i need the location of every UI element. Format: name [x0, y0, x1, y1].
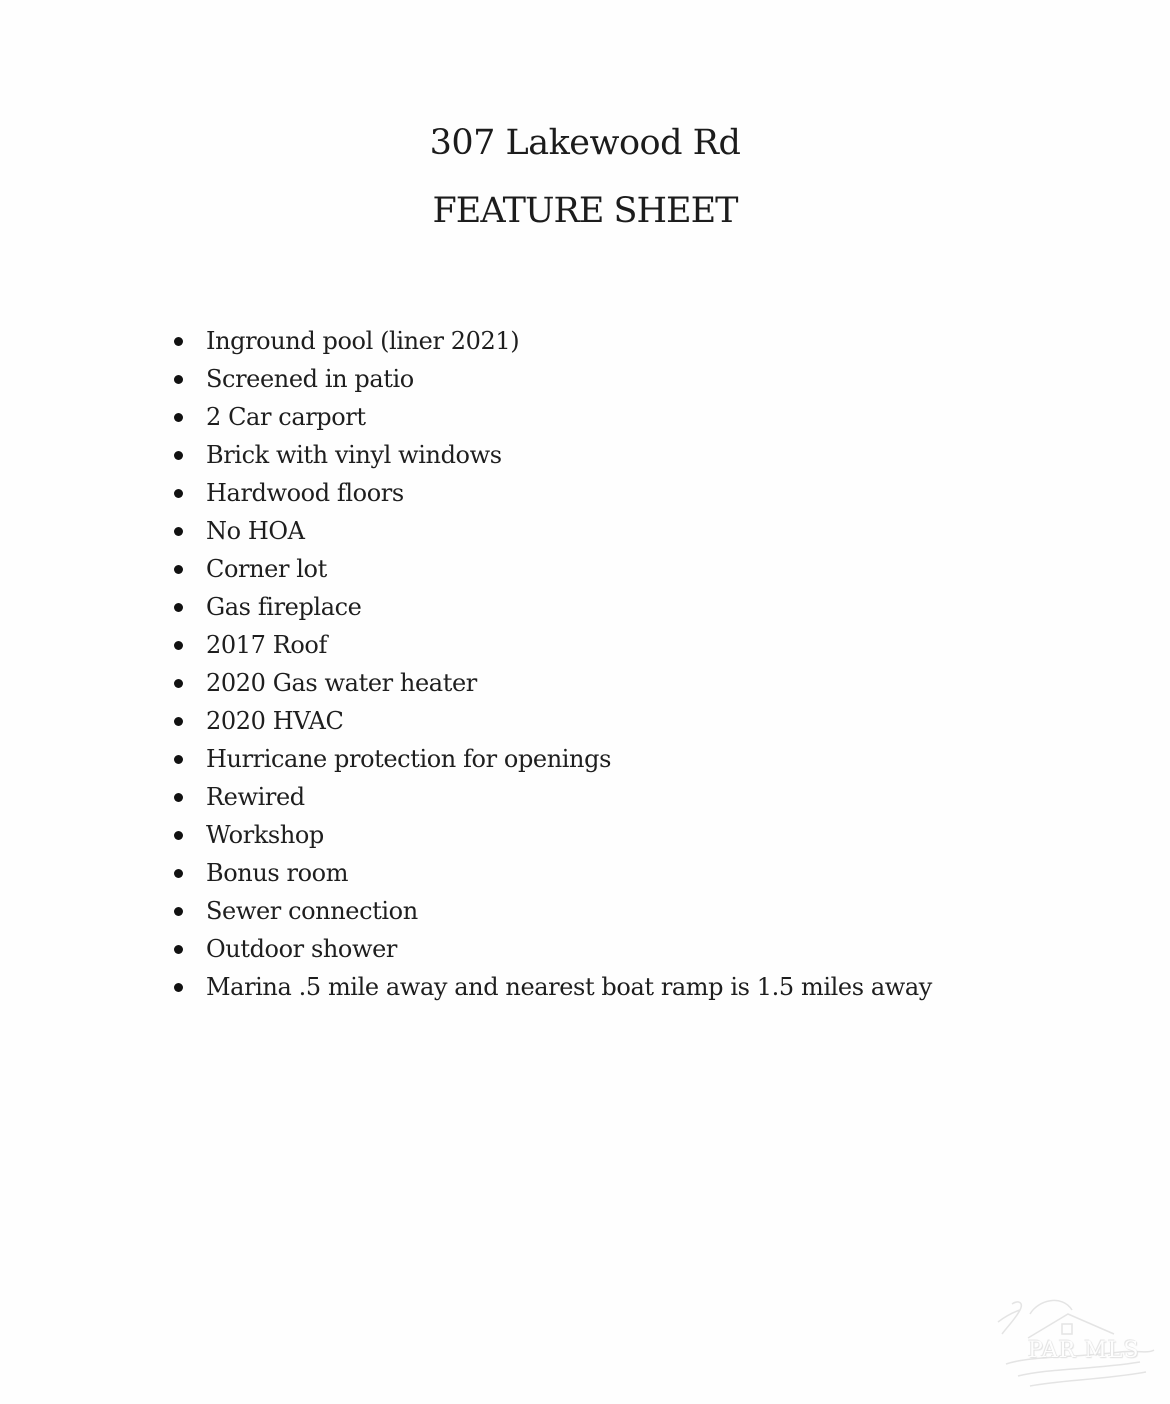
feature-text: 2017 Roof [206, 631, 327, 659]
property-address-title: 307 Lakewood Rd [429, 123, 741, 163]
feature-text: Corner lot [206, 555, 327, 583]
feature-text: Workshop [206, 821, 324, 849]
feature-text: Inground pool (liner 2021) [206, 327, 520, 355]
bullet-icon [174, 717, 183, 726]
feature-text: Marina .5 mile away and nearest boat ramp is 1.5 miles away [206, 973, 932, 1001]
feature-text: 2020 HVAC [206, 707, 344, 735]
feature-text: Bonus room [206, 859, 349, 887]
bullet-icon [174, 793, 183, 802]
bullet-icon [174, 565, 183, 574]
feature-text: No HOA [206, 517, 305, 545]
feature-text: 2 Car carport [206, 403, 366, 431]
bullet-icon [174, 755, 183, 764]
bullet-icon [174, 489, 183, 498]
feature-text: Hurricane protection for openings [206, 745, 611, 773]
feature-text: Rewired [206, 783, 305, 811]
bullet-icon [174, 527, 183, 536]
bullet-icon [174, 413, 183, 422]
par-mls-watermark [990, 1292, 1160, 1392]
feature-sheet-heading: FEATURE SHEET [432, 191, 738, 231]
bullet-icon [174, 641, 183, 650]
watermark-text: PAR MLS [1028, 1338, 1140, 1363]
bullet-icon [174, 337, 183, 346]
bullet-icon [174, 983, 183, 992]
feature-text: 2020 Gas water heater [206, 669, 477, 697]
feature-text: Screened in patio [206, 365, 414, 393]
bullet-icon [174, 869, 183, 878]
bullet-icon [174, 831, 183, 840]
feature-text: Outdoor shower [206, 935, 397, 963]
bullet-icon [174, 375, 183, 384]
feature-text: Brick with vinyl windows [206, 441, 502, 469]
feature-text: Gas fireplace [206, 593, 362, 621]
feature-text: Hardwood floors [206, 479, 404, 507]
bullet-icon [174, 679, 183, 688]
feature-text: Sewer connection [206, 897, 418, 925]
bullet-icon [174, 603, 183, 612]
bullet-icon [174, 451, 183, 460]
bullet-icon [174, 945, 183, 954]
bullet-icon [174, 907, 183, 916]
